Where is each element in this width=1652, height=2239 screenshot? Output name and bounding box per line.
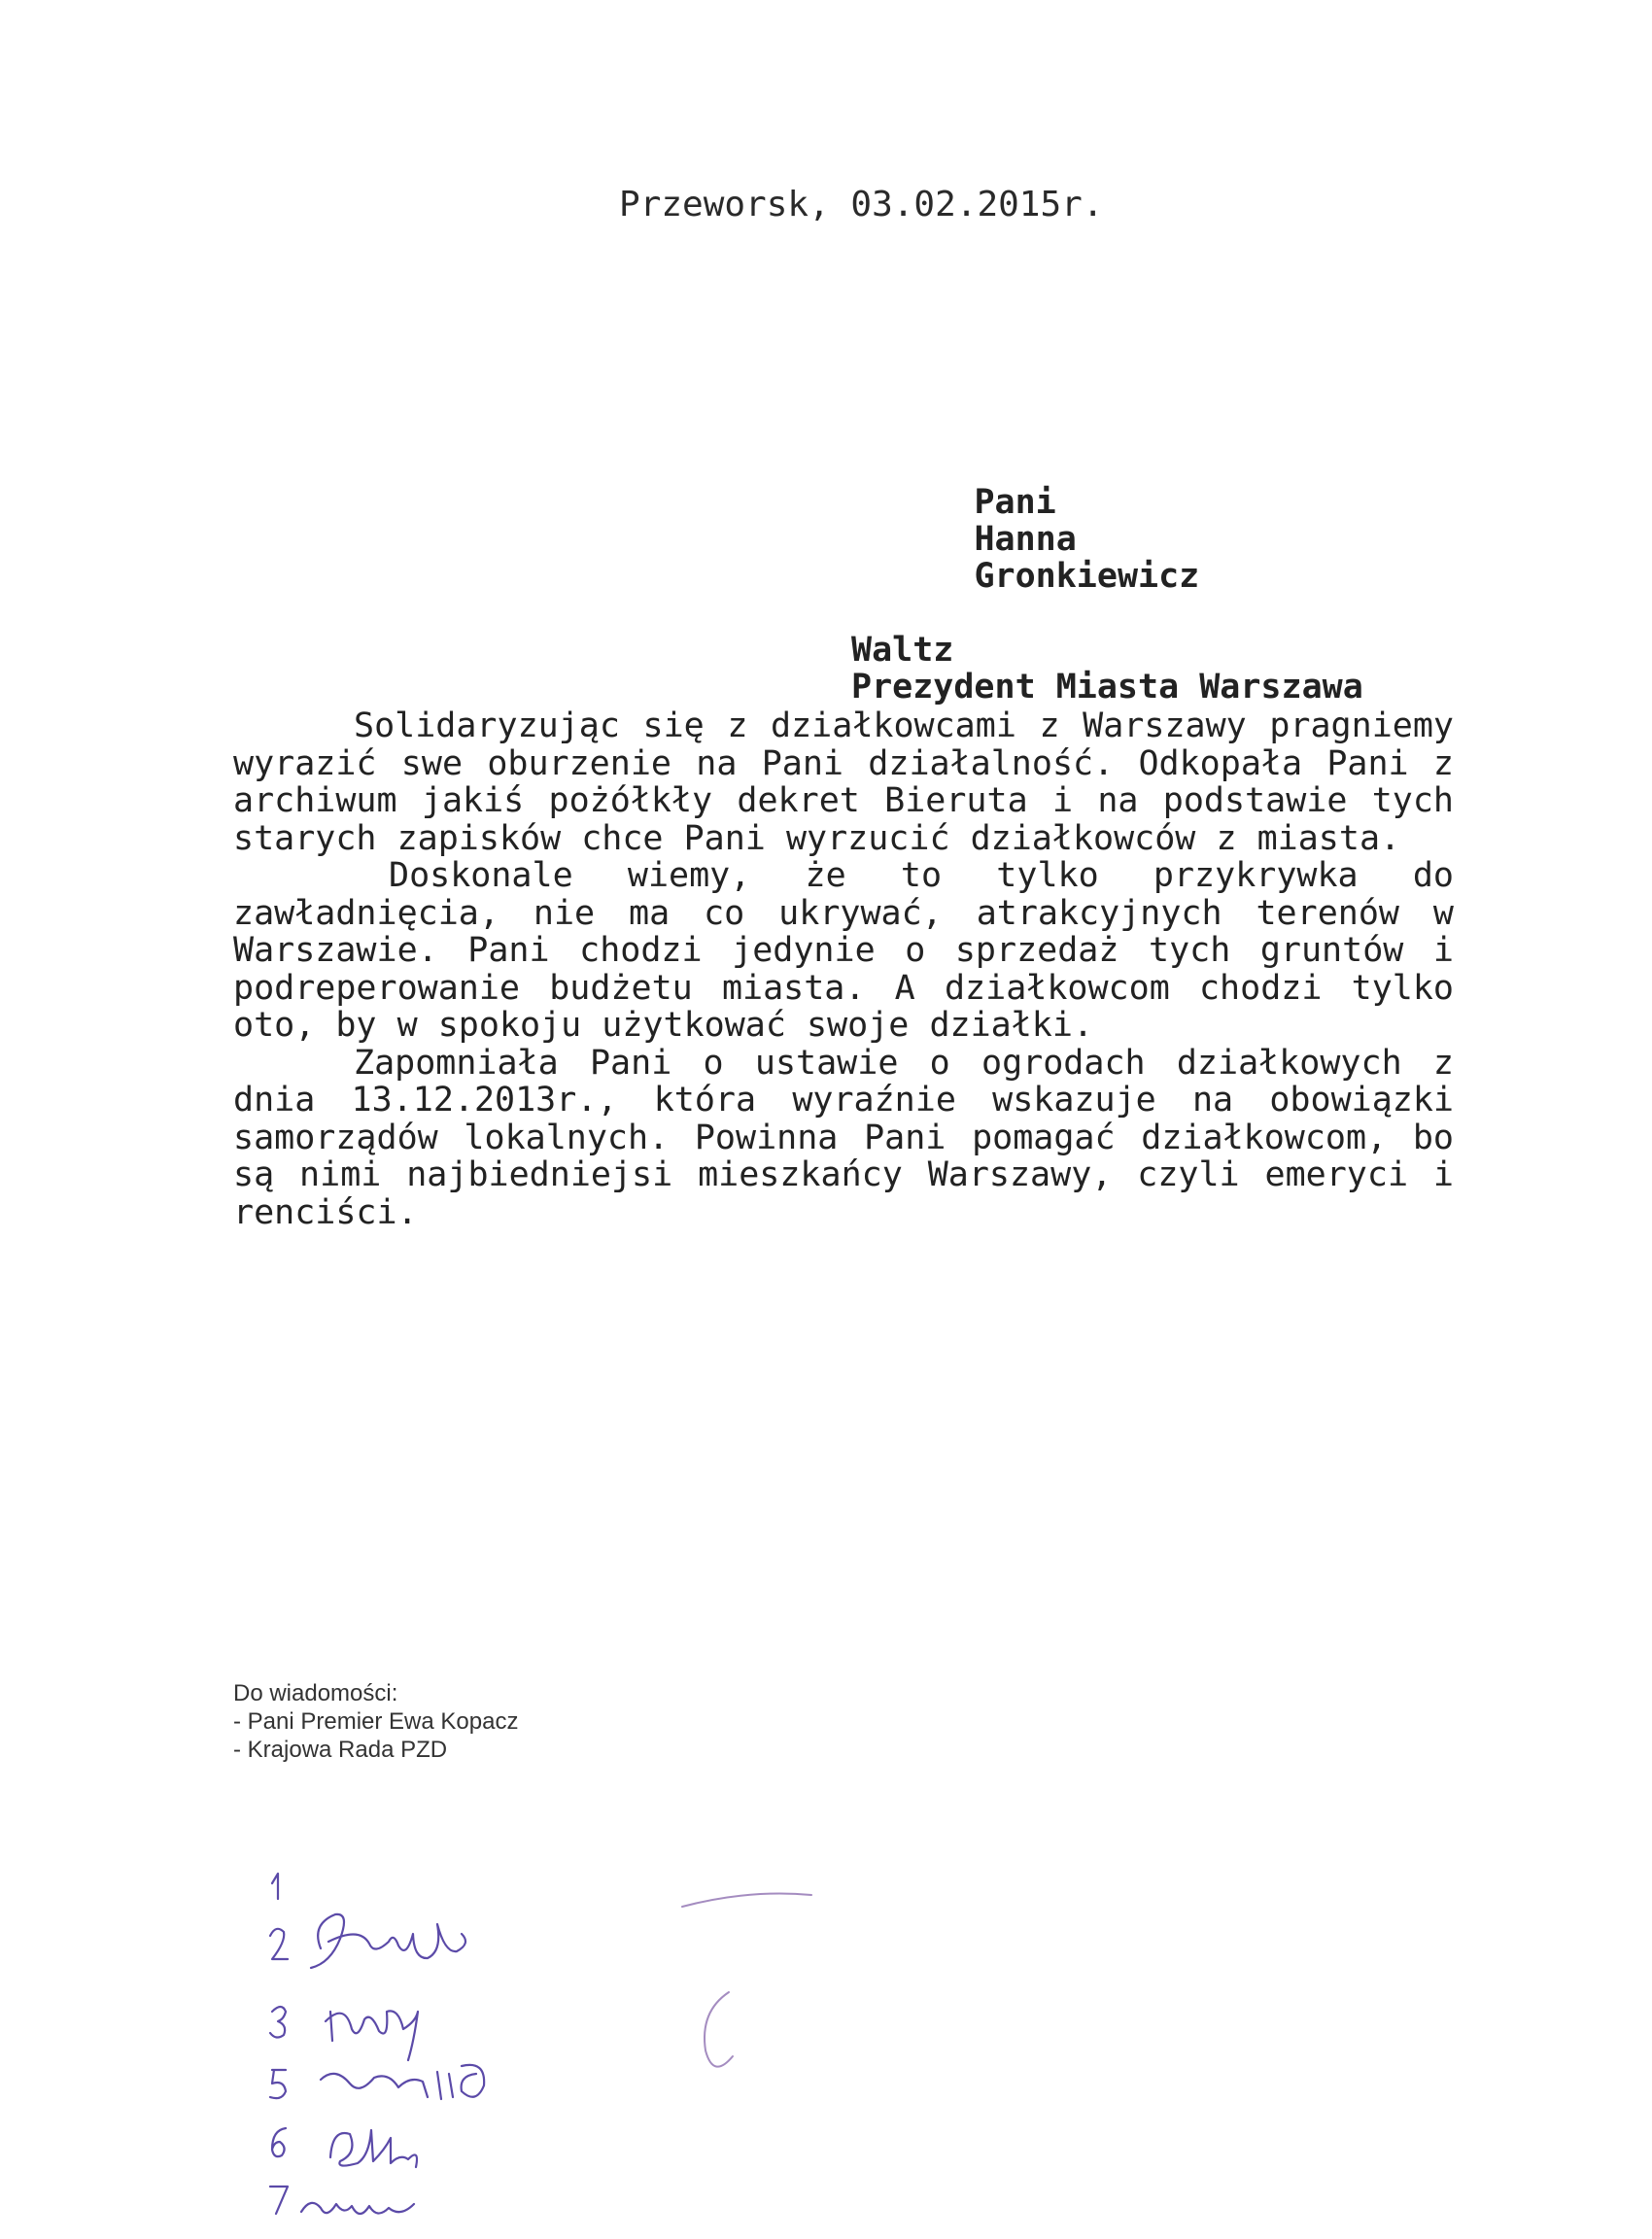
letter-body bbox=[233, 707, 1454, 1231]
cc-item-1: - Pani Premier Ewa Kopacz bbox=[233, 1708, 519, 1735]
number-6 bbox=[272, 2128, 286, 2156]
recipient-block bbox=[851, 447, 1454, 706]
recipient-word-2: Hanna bbox=[974, 520, 1077, 559]
number-7 bbox=[270, 2187, 288, 2214]
body-paragraph-1: Solidaryzując się z działkowcami z Warszawy pragniemy wyrazić swe oburzenie na Pani działalność. Odkopała Pani z archiwum jakiś pożółkły dekret Bieruta i na podstawie tych starych zapisków chce Pani wyrzucić działkowców z miasta. bbox=[233, 706, 1454, 858]
number-1 bbox=[272, 1874, 278, 1899]
recipient-name-cont: Waltz bbox=[851, 631, 954, 670]
number-5 bbox=[270, 2070, 286, 2098]
handwritten-signatures bbox=[243, 1866, 690, 2235]
body-paragraph-3: Zapomniała Pani o ustawie o ogrodach działkowych z dnia 13.12.2013r., która wyraźnie wskazuje na obowiązki samorządów lokalnych. Powinna Pani pomagać działkowcom, bo są nimi najbiedniejsi mieszkańcy Warszawy, czyli emeryci i renciści. bbox=[233, 1043, 1454, 1232]
cc-item-2: - Krajowa Rada PZD bbox=[233, 1737, 448, 1763]
recipient-name-line bbox=[851, 447, 1454, 632]
date-line: Przeworsk, 03.02.2015r. bbox=[619, 185, 1104, 224]
recipient-title: Prezydent Miasta Warszawa bbox=[851, 668, 1363, 706]
cc-block bbox=[233, 1679, 518, 1764]
handwritten-mark bbox=[671, 1885, 816, 2089]
recipient-word-1: Pani bbox=[974, 483, 1056, 522]
body-paragraph-2: Doskonale wiemy, że to tylko przykrywka do zawładnięcia, nie ma co ukrywać, atrakcyjnych terenów w Warszawie. Pani chodzi jedynie o sprzedaż tych gruntów i podreperowanie budżetu miasta. A działkowcom chodzi tylko oto, by w spokoju użytkować swoje działki. bbox=[233, 856, 1454, 1045]
number-2 bbox=[270, 1929, 288, 1959]
recipient-word-3: Gronkiewicz bbox=[974, 557, 1200, 596]
cc-heading: Do wiadomości: bbox=[233, 1680, 398, 1706]
number-3 bbox=[270, 2007, 286, 2038]
